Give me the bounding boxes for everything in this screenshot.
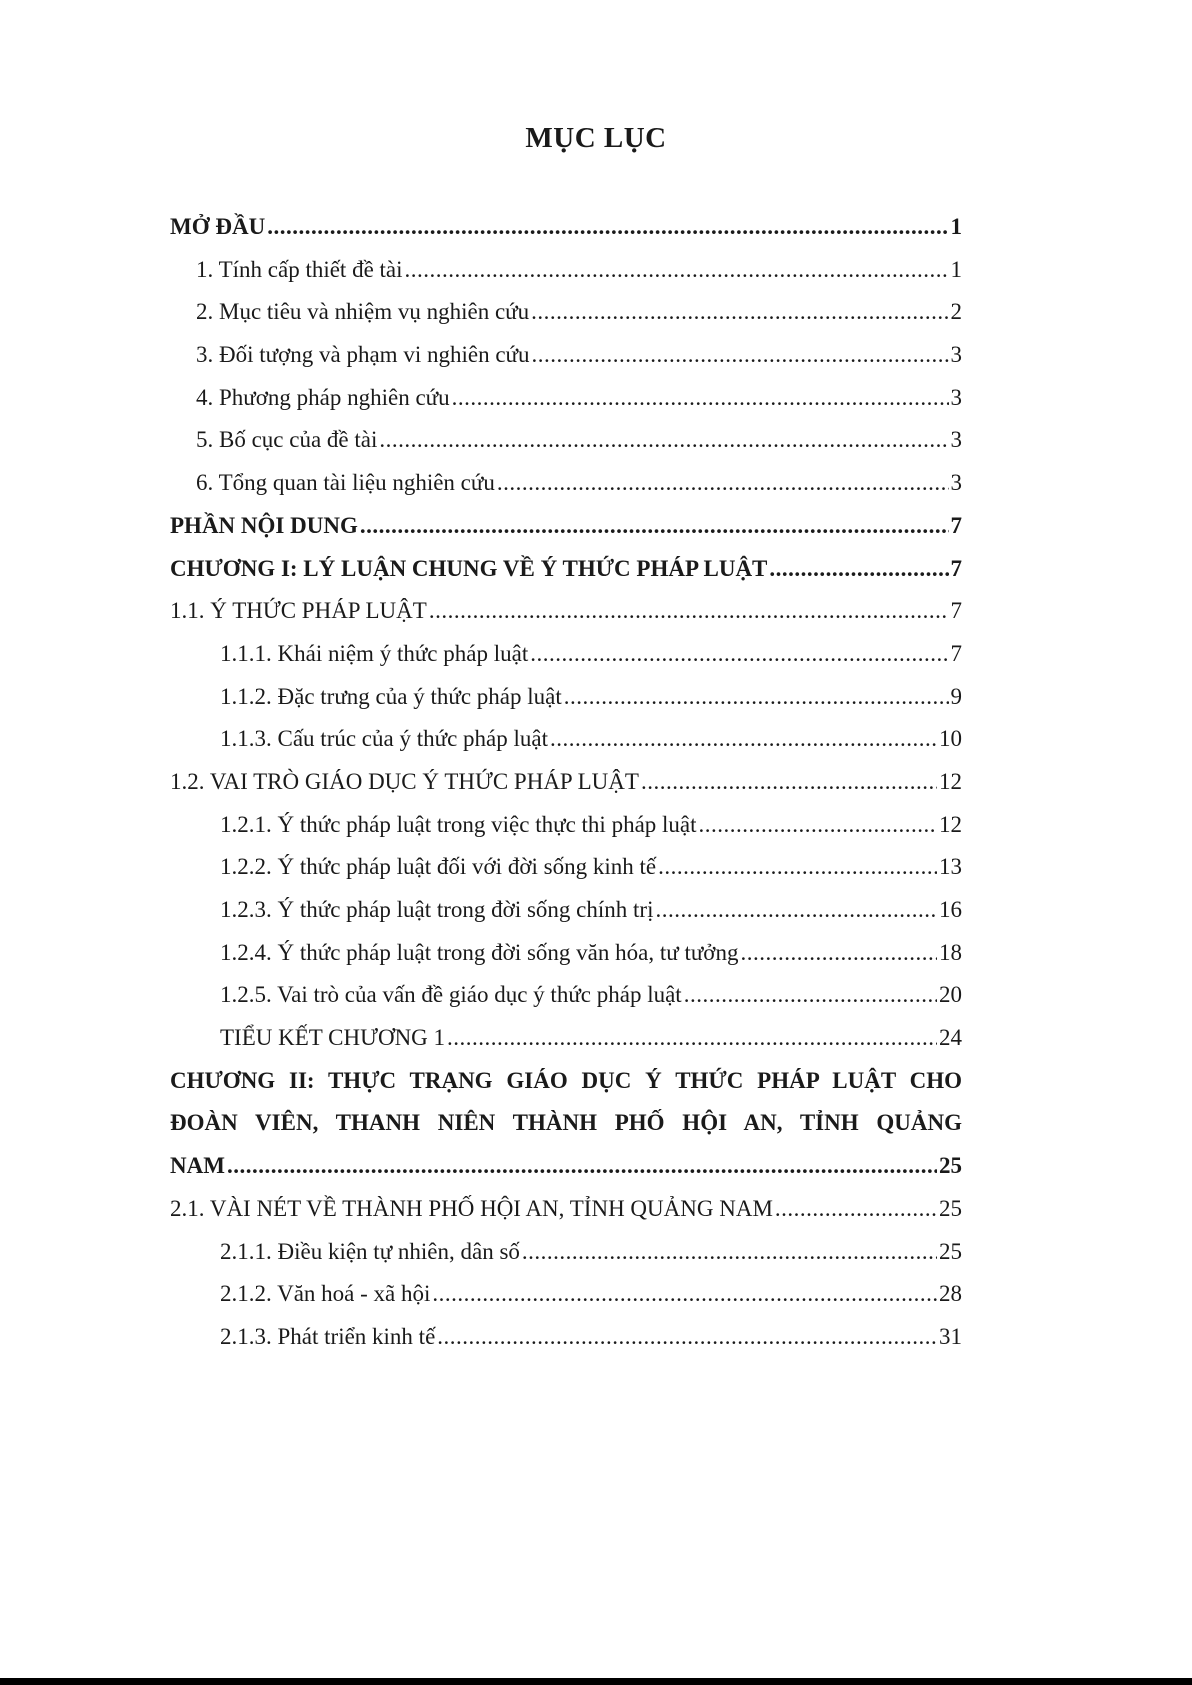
toc-entry-page: 13 bbox=[939, 854, 962, 880]
toc-leader-dots bbox=[405, 257, 949, 283]
toc-entry-page: 18 bbox=[939, 939, 962, 965]
toc-leader-dots bbox=[497, 470, 949, 496]
toc-leader-dots bbox=[658, 854, 937, 880]
toc-entry-page: 12 bbox=[939, 811, 962, 837]
toc-entry-page: 7 bbox=[950, 512, 962, 538]
toc-entry-label: 2. Mục tiêu và nhiệm vụ nghiên cứu bbox=[196, 299, 530, 325]
toc-leader-dots bbox=[775, 1196, 937, 1222]
bottom-border bbox=[0, 1678, 1192, 1685]
toc-leader-dots bbox=[740, 940, 937, 966]
toc-entry-label: CHƯƠNG I: LÝ LUẬN CHUNG VỀ Ý THỨC PHÁP LUẬT bbox=[170, 555, 768, 581]
toc-leader-dots bbox=[447, 1025, 937, 1051]
toc-entry-page: 2 bbox=[950, 299, 962, 325]
toc-entry-page: 7 bbox=[950, 555, 962, 581]
toc-entry[interactable] bbox=[170, 427, 962, 470]
toc-entry[interactable] bbox=[170, 1153, 962, 1196]
toc-entry-page: 10 bbox=[939, 726, 962, 752]
toc-entry-label: PHẦN NỘI DUNG bbox=[170, 512, 358, 538]
toc-entry[interactable] bbox=[170, 940, 962, 983]
toc-leader-dots bbox=[550, 726, 937, 752]
toc-entry[interactable] bbox=[170, 1324, 962, 1367]
toc-entry-label: 4. Phương pháp nghiên cứu bbox=[196, 384, 450, 410]
toc-entry[interactable] bbox=[170, 513, 962, 556]
toc-entry-page: 7 bbox=[950, 640, 962, 666]
toc-entry-label: 1. Tính cấp thiết đề tài bbox=[196, 256, 403, 282]
toc-entry-page: 12 bbox=[939, 768, 962, 794]
toc-entry-page: 24 bbox=[939, 1025, 962, 1051]
toc-entry[interactable] bbox=[170, 1196, 962, 1239]
toc-leader-dots bbox=[769, 556, 948, 582]
toc-entry[interactable] bbox=[170, 1239, 962, 1282]
toc-entry-label: TIỂU KẾT CHƯƠNG 1 bbox=[220, 1025, 446, 1051]
toc-entry[interactable] bbox=[170, 556, 962, 599]
toc-leader-dots bbox=[564, 684, 949, 710]
toc-entry-page: 16 bbox=[939, 897, 962, 922]
toc-entry-page: 25 bbox=[939, 1195, 962, 1221]
toc-entry[interactable] bbox=[170, 1281, 962, 1324]
toc-entry-label: 1.1. Ý THỨC PHÁP LUẬT bbox=[170, 598, 427, 624]
toc-entry-page: 3 bbox=[950, 342, 962, 368]
toc-entry[interactable] bbox=[170, 897, 962, 940]
toc-entry-label: 2.1.1. Điều kiện tự nhiên, dân số bbox=[220, 1238, 520, 1264]
toc-entry[interactable] bbox=[170, 257, 962, 300]
toc-leader-dots bbox=[655, 897, 937, 923]
toc-chapter2-line1: CHƯƠNG II: THỰC TRẠNG GIÁO DỤC Ý THỨC PHÁP LUẬT CHO bbox=[170, 1067, 962, 1093]
toc-entry-page: 3 bbox=[950, 427, 962, 453]
toc-leader-dots bbox=[432, 1281, 937, 1307]
toc-leader-dots bbox=[429, 598, 949, 624]
toc-entry-page: 20 bbox=[939, 982, 962, 1008]
toc-leader-dots bbox=[522, 1239, 937, 1265]
toc-leader-dots bbox=[684, 982, 937, 1008]
toc-entry-label: 3. Đối tượng và phạm vi nghiên cứu bbox=[196, 342, 530, 368]
toc-part-2 bbox=[170, 1196, 962, 1367]
toc-entry[interactable] bbox=[170, 299, 962, 342]
toc-chapter2-line2: ĐOÀN VIÊN, THANH NIÊN THÀNH PHỐ HỘI AN, TỈNH QUẢNG bbox=[170, 1110, 962, 1136]
toc-leader-dots bbox=[452, 385, 949, 411]
toc-entry-label: MỞ ĐẦU bbox=[170, 214, 266, 239]
toc-entry[interactable] bbox=[170, 470, 962, 513]
toc-entry-label: 2.1.3. Phát triển kinh tế bbox=[220, 1323, 436, 1349]
toc-entry-label: 1.1.3. Cấu trúc của ý thức pháp luật bbox=[220, 726, 548, 752]
toc-entry-page: 25 bbox=[939, 1153, 962, 1179]
toc-leader-dots bbox=[531, 299, 948, 325]
page-title: MỤC LỤC bbox=[525, 122, 667, 154]
toc-leader-dots bbox=[360, 513, 949, 539]
toc-entry-label: 6. Tổng quan tài liệu nghiên cứu bbox=[196, 470, 495, 496]
table-of-contents bbox=[170, 214, 962, 1367]
toc-entry-label: 1.2. VAI TRÒ GIÁO DỤC Ý THỨC PHÁP LUẬT bbox=[170, 768, 639, 794]
toc-entry-page: 7 bbox=[950, 598, 962, 624]
toc-entry[interactable] bbox=[170, 641, 962, 684]
toc-entry-label: 1.2.4. Ý thức pháp luật trong đời sống văn hóa, tư tưởng bbox=[220, 939, 739, 965]
toc-entry-label: 1.1.1. Khái niệm ý thức pháp luật bbox=[220, 640, 529, 666]
toc-entry-label: NAM bbox=[170, 1153, 225, 1179]
toc-entry[interactable] bbox=[170, 982, 962, 1025]
toc-entry-label: 1.2.5. Vai trò của vấn đề giáo dục ý thức pháp luật bbox=[220, 982, 682, 1008]
toc-entry[interactable] bbox=[170, 385, 962, 428]
toc-entry-label: 2.1. VÀI NÉT VỀ THÀNH PHỐ HỘI AN, TỈNH QUẢNG NAM bbox=[170, 1195, 773, 1221]
toc-entry-page: 1 bbox=[950, 214, 962, 239]
toc-entry-page: 9 bbox=[950, 683, 962, 709]
toc-leader-dots bbox=[267, 214, 948, 240]
toc-entry[interactable] bbox=[170, 684, 962, 727]
toc-entry-label: 5. Bố cục của đề tài bbox=[196, 427, 378, 453]
toc-leader-dots bbox=[530, 641, 948, 667]
toc-part-1 bbox=[170, 214, 962, 1068]
toc-entry-label: 1.2.3. Ý thức pháp luật trong đời sống chính trị bbox=[220, 897, 654, 922]
toc-entry[interactable] bbox=[170, 342, 962, 385]
toc-entry[interactable] bbox=[170, 854, 962, 897]
toc-leader-dots bbox=[227, 1153, 937, 1179]
toc-entry-label: 1.2.1. Ý thức pháp luật trong việc thực thi pháp luật bbox=[220, 811, 697, 837]
toc-entry-label: 2.1.2. Văn hoá - xã hội bbox=[220, 1281, 431, 1307]
toc-entry-page: 1 bbox=[950, 256, 962, 282]
toc-entry-page: 3 bbox=[950, 470, 962, 496]
toc-entry[interactable] bbox=[170, 598, 962, 641]
toc-entry-label: 1.2.2. Ý thức pháp luật đối với đời sống kinh tế bbox=[220, 854, 657, 880]
toc-entry-page: 25 bbox=[939, 1238, 962, 1264]
toc-entry[interactable] bbox=[170, 812, 962, 855]
toc-entry[interactable] bbox=[170, 1025, 962, 1068]
toc-leader-dots bbox=[641, 769, 937, 795]
toc-leader-dots bbox=[437, 1324, 937, 1350]
toc-entry[interactable] bbox=[170, 726, 962, 769]
toc-entry-page: 31 bbox=[939, 1323, 962, 1349]
toc-leader-dots bbox=[532, 342, 949, 368]
toc-entry-page: 3 bbox=[950, 384, 962, 410]
toc-leader-dots bbox=[699, 812, 937, 838]
toc-entry[interactable] bbox=[170, 214, 962, 257]
toc-entry-label: 1.1.2. Đặc trưng của ý thức pháp luật bbox=[220, 683, 562, 709]
toc-entry[interactable] bbox=[170, 769, 962, 812]
toc-entry-page: 28 bbox=[939, 1281, 962, 1307]
toc-leader-dots bbox=[379, 427, 948, 453]
